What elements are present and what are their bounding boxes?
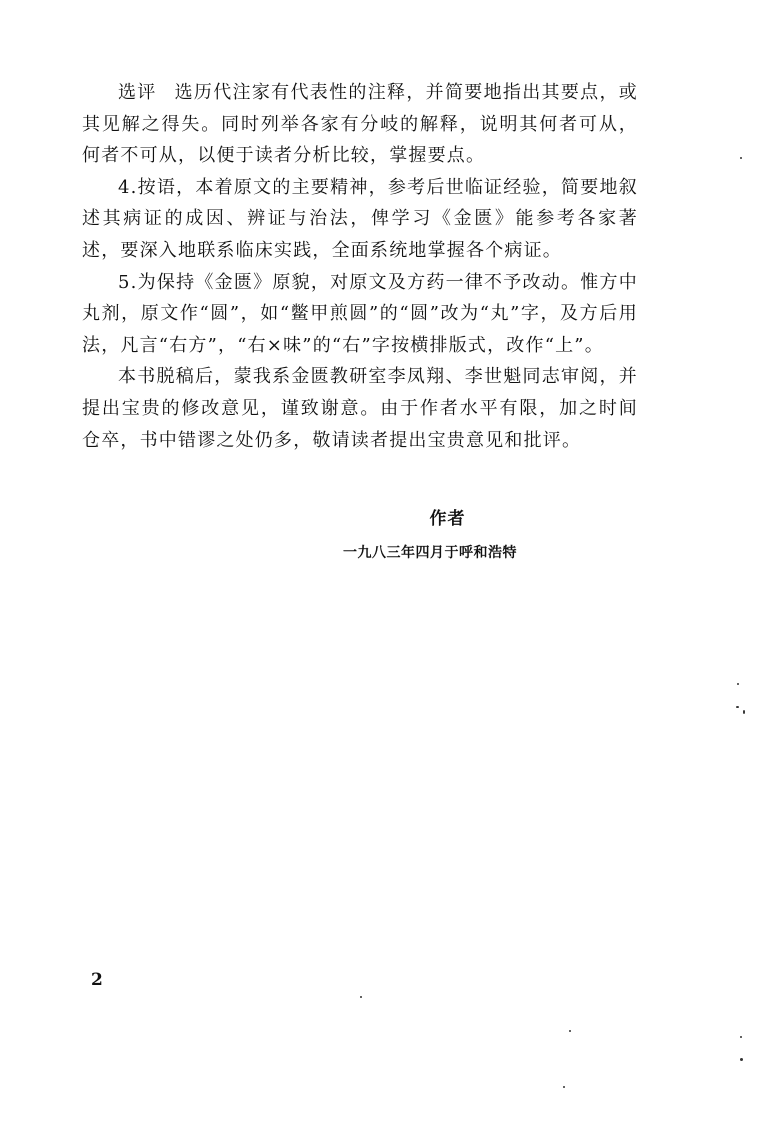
section-label: 选评 — [118, 82, 157, 103]
paragraph-selected-commentary — [82, 77, 638, 172]
scan-speck — [736, 706, 739, 708]
scan-speck — [740, 1036, 742, 1038]
paragraph-acknowledgements: 本书脱稿后，蒙我系金匮教研室李凤翔、李世魁同志审阅，并提出宝贵的修改意见，谨致谢意。由于作者水平有限，加之时间仓卒，书中错谬之处仍多，敬请读者提出宝贵意见和批评。 — [82, 366, 638, 451]
page-number: 2 — [91, 970, 103, 990]
signature-author: 作者 — [429, 509, 466, 529]
scan-speck — [740, 157, 742, 159]
scan-speck — [563, 1086, 565, 1088]
paragraph-text: 选历代注家有代表性的注释，并简要地指出其要点，或其见解之得失。同时列举各家有分岐的解释，说明其何者可从，何者不可从，以便于读者分析比较，掌握要点。 — [82, 82, 638, 167]
scan-speck — [360, 996, 362, 998]
scan-speck — [743, 710, 745, 714]
scan-speck — [737, 683, 739, 685]
paragraph-notes: 4.按语，本着原文的主要精神，参考后世临证经验，简要地叙述其病证的成因、辨证与治法，俾学习《金匮》能参考各家著述，要深入地联系临床实践，全面系统地掌握各个病证。 — [82, 176, 638, 261]
paragraph-original-text-policy: 5.为保持《金匮》原貌，对原文及方药一律不予改动。惟方中丸剂，原文作“圆”，如“鳖甲煎圆”的“圆”改为“丸”字，及方后用法，凡言“右方”，“右×味”的“右”字按横排版式，改作“上”。 — [82, 271, 638, 356]
signature-date-place: 一九八三年四月于呼和浩特 — [343, 545, 517, 561]
preface-body — [82, 77, 638, 456]
scan-speck — [740, 1058, 743, 1061]
scan-speck — [569, 1030, 571, 1032]
